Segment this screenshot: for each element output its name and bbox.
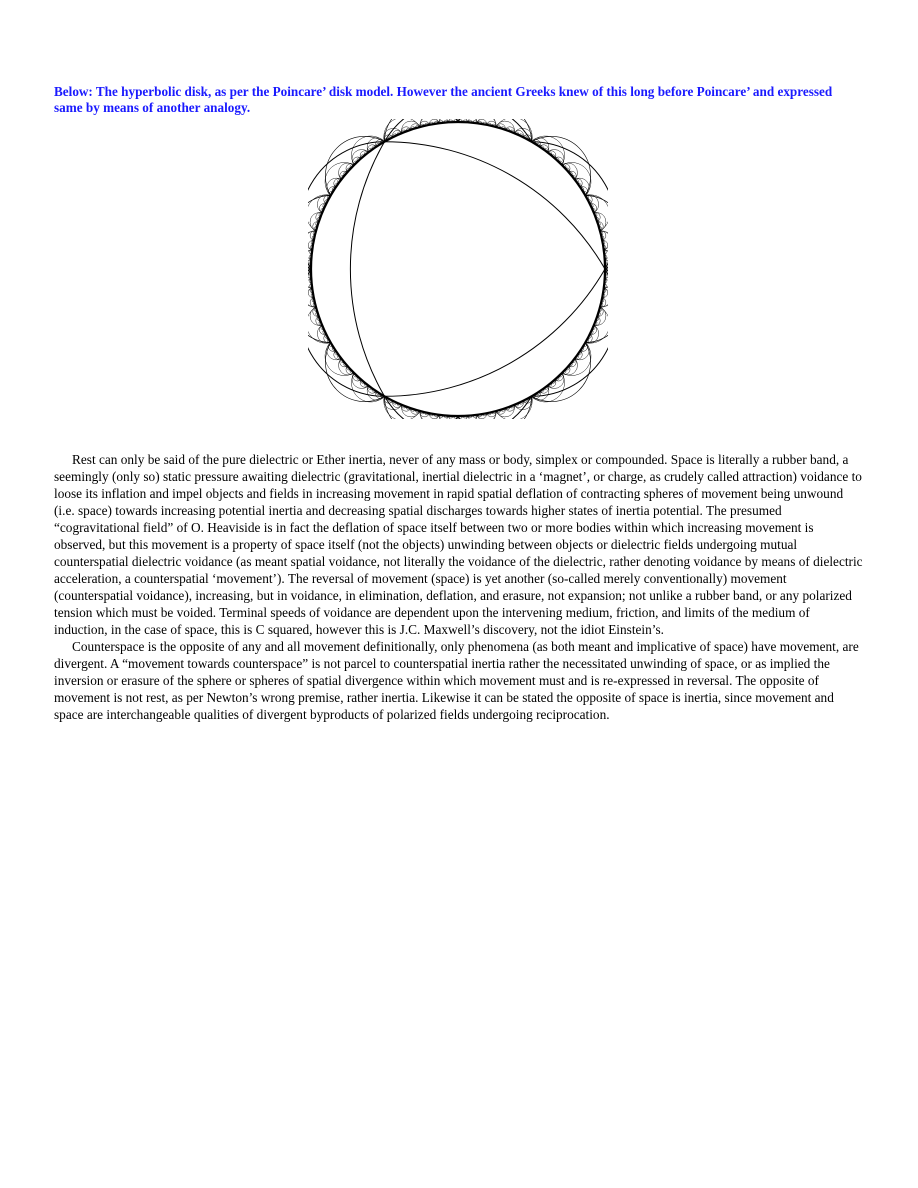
figure-caption: Below: The hyperbolic disk, as per the Poincare’ disk model. However the ancient Greeks knew of this long before Poincare’ and expressed same by means of another analogy. <box>54 84 833 115</box>
paragraph-counterspace: Counterspace is the opposite of any and all movement definitionally, only phenomena (as both meant and implicative of space) have movement, are divergent. A “movement towards counterspace” is not parcel to counterspatial inertia rather the necessitated unwinding of space, or as implied the inversion or erasure of the sphere or spheres of spatial divergence within which movement must and is re-expressed in reversal. The opposite of movement is not rest, as per Newton’s wrong premise, rather inertia. Likewise it can be stated the opposite of space is inertia, since movement and space are interchangeable qualities of divergent byproducts of polarized fields undergoing reciprocation. <box>54 639 859 722</box>
body-text <box>54 451 864 723</box>
page <box>54 84 864 116</box>
paragraph-rest: Rest can only be said of the pure dielectric or Ether inertia, never of any mass or body, simplex or compounded. Space is literally a rubber band, a seemingly (only so) static pressure awaiting dielectric (gravitational, inertial dielectric in a ‘magnet’, or charge, as crudely called attraction) voidance to loose its inflation and impel objects and fields in increasing movement in rapid spatial deflation of contracting spheres of movement being unwound (i.e. space) towards increasing potential inertia and decreasing spatial discharges towards higher states of inertia potential. The presumed “cogravitational field” of O. Heaviside is in fact the deflation of space itself between two or more bodies within which increasing movement is observed, but this movement is a property of space itself (not the objects) unwinding between objects or dielectric fields undergoing mutual counterspatial dielectric voidance (as meant spatial voidance, not literally the voidance of the dielectric, rather denoting voidance by means of dielectric acceleration, a counterspatial ‘movement’). The reversal of movement (space) is yet another (so-called merely conventionally) movement (counterspatial voidance), increasing, but in voidance, in elimination, deflation, and erasure, not expansion; not unlike a rubber band, or any polarized tension which must be voided. Terminal speeds of voidance are dependent upon the intervening medium, friction, and limits of the medium of induction, in the case of space, this is C squared, however this is J.C. Maxwell’s discovery, not the idiot Einstein’s. <box>54 452 863 637</box>
poincare-disk-figure <box>308 119 608 419</box>
poincare-disk-image <box>308 119 608 419</box>
